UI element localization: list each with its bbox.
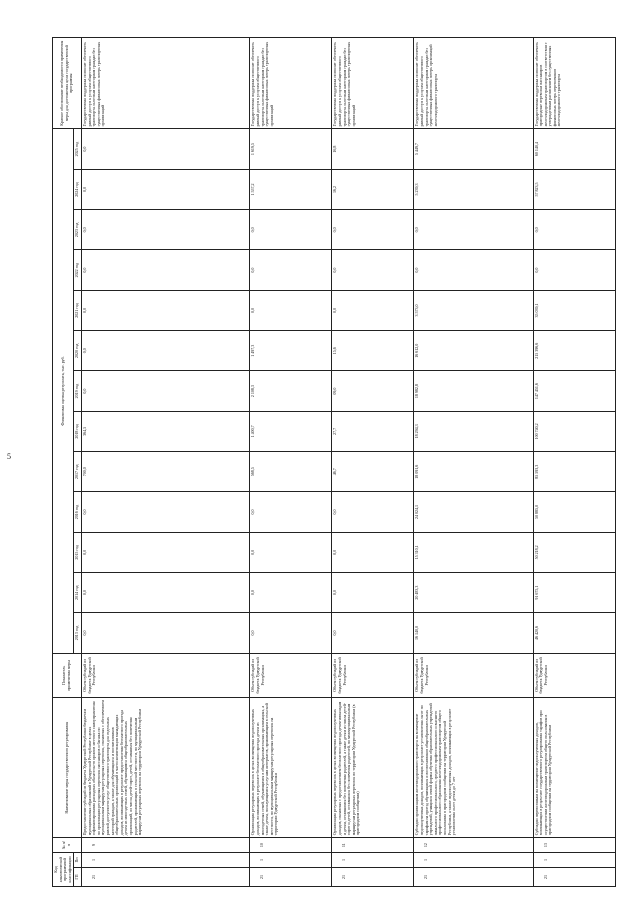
value-cell: 0,0 [250, 250, 332, 290]
year-header: 2016 год [74, 492, 82, 532]
value-cell: 57 823,5 [533, 169, 615, 209]
rationale-cell: Государственная поддержка позволит обеспечить равный доступ к услугам общественного транспорта льготным категориям граждан без существенных финансовых потерь транспортных организаций [332, 38, 414, 129]
value-cell: 0,0 [250, 210, 332, 250]
gp-code-cell: 21 [533, 867, 615, 886]
value-cell: 0,0 [81, 532, 249, 572]
year-header: 2022 год [74, 250, 82, 290]
row-number-cell: 11 [332, 838, 414, 853]
measure-cell: Предоставление субсидий из бюджета Удмуртской Республики бюджетам муниципальных образований в Удмуртской Республике в целях софинансирования расходных обязательств органов местного самоуправления по организации регулярных перевозок пассажиров и багажа по муниципальным маршрутам регулярных перевозок, связанных с обеспечением равной доступности услуг общественного транспорта для отдельных категорий граждан, а также для обучающихся и воспитанников общеобразовательных организаций в части компенсации выпадающих доходов, возникающих в результате предоставления бесплатного проезда детям из многодетных семей, обучающимся общеобразовательных организаций, из числа детей-сирот, детей, оставшихся без попечения родителей, проживающих в сельской местности, по муниципальным маршрутам регулярных перевозок на территории Удмуртской Республики [81, 698, 249, 838]
value-cell: 46 420,6 [533, 613, 615, 653]
measure-cell: Организация регулярных перевозок в целях возмещения недополученных доходов, связанных с предоставлением бесплатного проезда детям-инвалидам и детям, оставшимся без попечения родителей, а также детям из числа детей-сирот и детей, оставшихся без попечения родителей, по межмуниципальным маршрутам регулярных перевозок по территории Удмуртской Республики (в пригородном сообщении) [332, 698, 414, 838]
value-cell: 35 039,1 [533, 290, 615, 330]
year-header: 2020 год [74, 331, 82, 371]
financial-header: Финансовая оценка результата, тыс. руб. [53, 129, 74, 653]
measure-cell: Субсидии организациям железнодорожного транспорта на возмещение недополученных доходов, возникающих в результате установления льгот по тарифам на проезд обучающихся и воспитанников общеобразовательных учреждений, учащихся очной формы обучения образовательных учреждений начального профессионального, среднего профессионального и высшего профессионального образования железнодорожным транспортом общего пользования в пригородном сообщении на территории Удмуртской Республики, а также недополученных доходов, возникающих в результате установления льгот детям до 7 лет [414, 698, 533, 838]
rationale-cell: Государственная поддержка позволит обеспечить равный доступ к услугам общественного транспорта льготным категориям граждан без существенных финансовых потерь организаций железнодорожного транспорта [414, 38, 533, 129]
value-cell: 85 593,3 [533, 452, 615, 492]
value-cell: 0,0 [81, 572, 249, 612]
rationale-cell: Государственная поддержка позволит обеспечить равный доступ к услугам общественного транспорта льготным категориям граждан без существенных финансовых потерь транспортных организаций [250, 38, 332, 129]
indicator-cell: Объем субсидий из бюджета Удмуртской Республики [533, 653, 615, 698]
table-row [250, 38, 332, 887]
year-header: 2021 год [74, 290, 82, 330]
measure-cell: Организация регулярных перевозок в целях возмещения недополученных доходов, возникающих в результате бесплатного проезда детям из многодетных семей, обучающимся в общеобразовательных организациях, а также детям, пользующимся услугами интернатов, проживающим в сельской местности, по муниципальным маршрутам регулярных перевозок на территории Удмуртской Республики [250, 698, 332, 838]
value-cell: 0,0 [332, 492, 414, 532]
indicator-cell: Объем субсидий из бюджета Удмуртской Республики [332, 653, 414, 698]
measures-table [52, 37, 616, 887]
value-cell: 215 396,6 [533, 331, 615, 371]
page-number: 5 [7, 452, 11, 461]
value-cell: 0,0 [250, 492, 332, 532]
value-cell: 18 982,8 [414, 371, 533, 411]
year-header: 2023 год [74, 210, 82, 250]
indicator-cell: Объем субсидий из бюджета Удмуртской Республики [250, 653, 332, 698]
pp-code-cell: 1 [332, 853, 414, 868]
value-cell: 15,6 [332, 331, 414, 371]
value-cell: 0,0 [250, 532, 332, 572]
value-cell: 0,0 [250, 572, 332, 612]
value-cell: 3 573,0 [414, 290, 533, 330]
rationale-cell: Государственная поддержка позволит обеспечить равный доступ к услугам общественного транспорта льготным категориям граждан без существенных финансовых потерь транспортных организаций [81, 38, 249, 129]
value-cell: 15 310,1 [414, 532, 533, 572]
value-cell: 16,2 [332, 169, 414, 209]
year-header: 2025 год [74, 129, 82, 169]
rationale-cell: Государственная поддержка позволит обеспечить пригородные перевозки пассажиров железнодорожным транспортом в соответствии с утвержденным расписанием без существенных финансовых потерь перевозчиков железнодорожного транспорта [533, 38, 615, 129]
measure-header: Наименование меры государственного регулирования [53, 698, 82, 838]
indicator-cell: Объем субсидий из бюджета Удмуртской Республики [414, 653, 533, 698]
code-header: Код аналитической программной классификации [53, 853, 74, 887]
value-cell: 0,0 [81, 250, 249, 290]
value-cell: 50 885,0 [533, 492, 615, 532]
value-cell: 100 740,2 [533, 411, 615, 451]
value-cell: 0,0 [414, 210, 533, 250]
year-header: 2013 год [74, 613, 82, 653]
value-cell: 2 108,3 [250, 371, 332, 411]
value-cell: 5 449,7 [414, 129, 533, 169]
value-cell: 0,0 [332, 532, 414, 572]
pp-code-cell: 1 [414, 853, 533, 868]
value-cell: 0,0 [81, 613, 249, 653]
table-row [81, 38, 249, 887]
row-number-cell: 12 [414, 838, 533, 853]
gp-code-cell: 21 [250, 867, 332, 886]
value-cell: 16,8 [332, 129, 414, 169]
value-cell: 60 140,4 [533, 129, 615, 169]
value-cell: 24 024,1 [414, 492, 533, 532]
value-cell: 0,0 [81, 492, 249, 532]
year-header: 2017 год [74, 452, 82, 492]
value-cell: 16 612,0 [414, 331, 533, 371]
row-number-cell: 10 [250, 838, 332, 853]
value-cell: 50 218,2 [533, 532, 615, 572]
value-cell: 0,0 [250, 290, 332, 330]
value-cell: 0,0 [81, 331, 249, 371]
value-cell: 18 294,3 [414, 411, 533, 451]
gp-code-cell: 21 [81, 867, 249, 886]
value-cell: 0,0 [81, 371, 249, 411]
value-cell: 0,0 [533, 210, 615, 250]
value-cell: 0,0 [332, 250, 414, 290]
value-cell: 364,5 [81, 411, 249, 451]
value-cell: 5 239,3 [414, 169, 533, 209]
year-header: 2019 год [74, 371, 82, 411]
value-cell: 700,0 [81, 452, 249, 492]
value-cell: 20 483,3 [414, 572, 533, 612]
value-cell: 0,0 [81, 129, 249, 169]
value-cell: 147 451,6 [533, 371, 615, 411]
year-header: 2014 год [74, 572, 82, 612]
table-row [533, 38, 615, 887]
value-cell: 1 557,2 [250, 169, 332, 209]
pp-code-cell: 1 [533, 853, 615, 868]
value-cell: 1 619,5 [250, 129, 332, 169]
gp-code-cell: 21 [332, 867, 414, 886]
year-header: 2024 год [74, 169, 82, 209]
row-number-cell: 9 [81, 838, 249, 853]
year-header: 2015 год [74, 532, 82, 572]
indicator-cell: Объем субсидий из бюджета Удмуртской Республики [81, 653, 249, 698]
value-cell: 0,0 [81, 290, 249, 330]
value-cell: 16 140,0 [414, 613, 533, 653]
value-cell: 0,0 [533, 250, 615, 290]
value-cell: 27,7 [332, 411, 414, 451]
table-row [332, 38, 414, 887]
pp-header: Пп [74, 853, 82, 868]
value-cell: 0,0 [332, 210, 414, 250]
table-row [414, 38, 533, 887]
value-cell: 09,0 [332, 371, 414, 411]
value-cell: 0,0 [332, 290, 414, 330]
measure-cell: Субсидии перевозчикам на возмещение недополученных доходов, возникающих в результате государственного регулирования тарифов при осуществлении железнодорожным транспортом общего пользования в пригородном сообщении на территории Удмуртской Республики [533, 698, 615, 838]
value-cell: 1 497,3 [250, 331, 332, 371]
value-cell: 0,0 [250, 613, 332, 653]
gp-header: ГП [74, 867, 82, 886]
row-number-cell: 13 [533, 838, 615, 853]
value-cell: 0,0 [81, 210, 249, 250]
pp-code-cell: 1 [250, 853, 332, 868]
value-cell: 0,0 [414, 250, 533, 290]
value-cell: 91 675,1 [533, 572, 615, 612]
value-cell: 0,0 [332, 572, 414, 612]
num-header: № п/п [53, 838, 82, 853]
rationale-header: Краткое обоснование необходимости применения меры для достижения цели государственной программы [53, 38, 82, 129]
year-header: 2018 год [74, 411, 82, 451]
pp-code-cell: 1 [81, 853, 249, 868]
value-cell: 0,0 [81, 169, 249, 209]
value-cell: 0,0 [332, 613, 414, 653]
value-cell: 18 091,6 [414, 452, 533, 492]
indicator-header: Показатель применения меры [53, 653, 82, 698]
gp-code-cell: 21 [414, 867, 533, 886]
value-cell: 46,7 [332, 452, 414, 492]
value-cell: 568,5 [250, 452, 332, 492]
value-cell: 1 400,7 [250, 411, 332, 451]
